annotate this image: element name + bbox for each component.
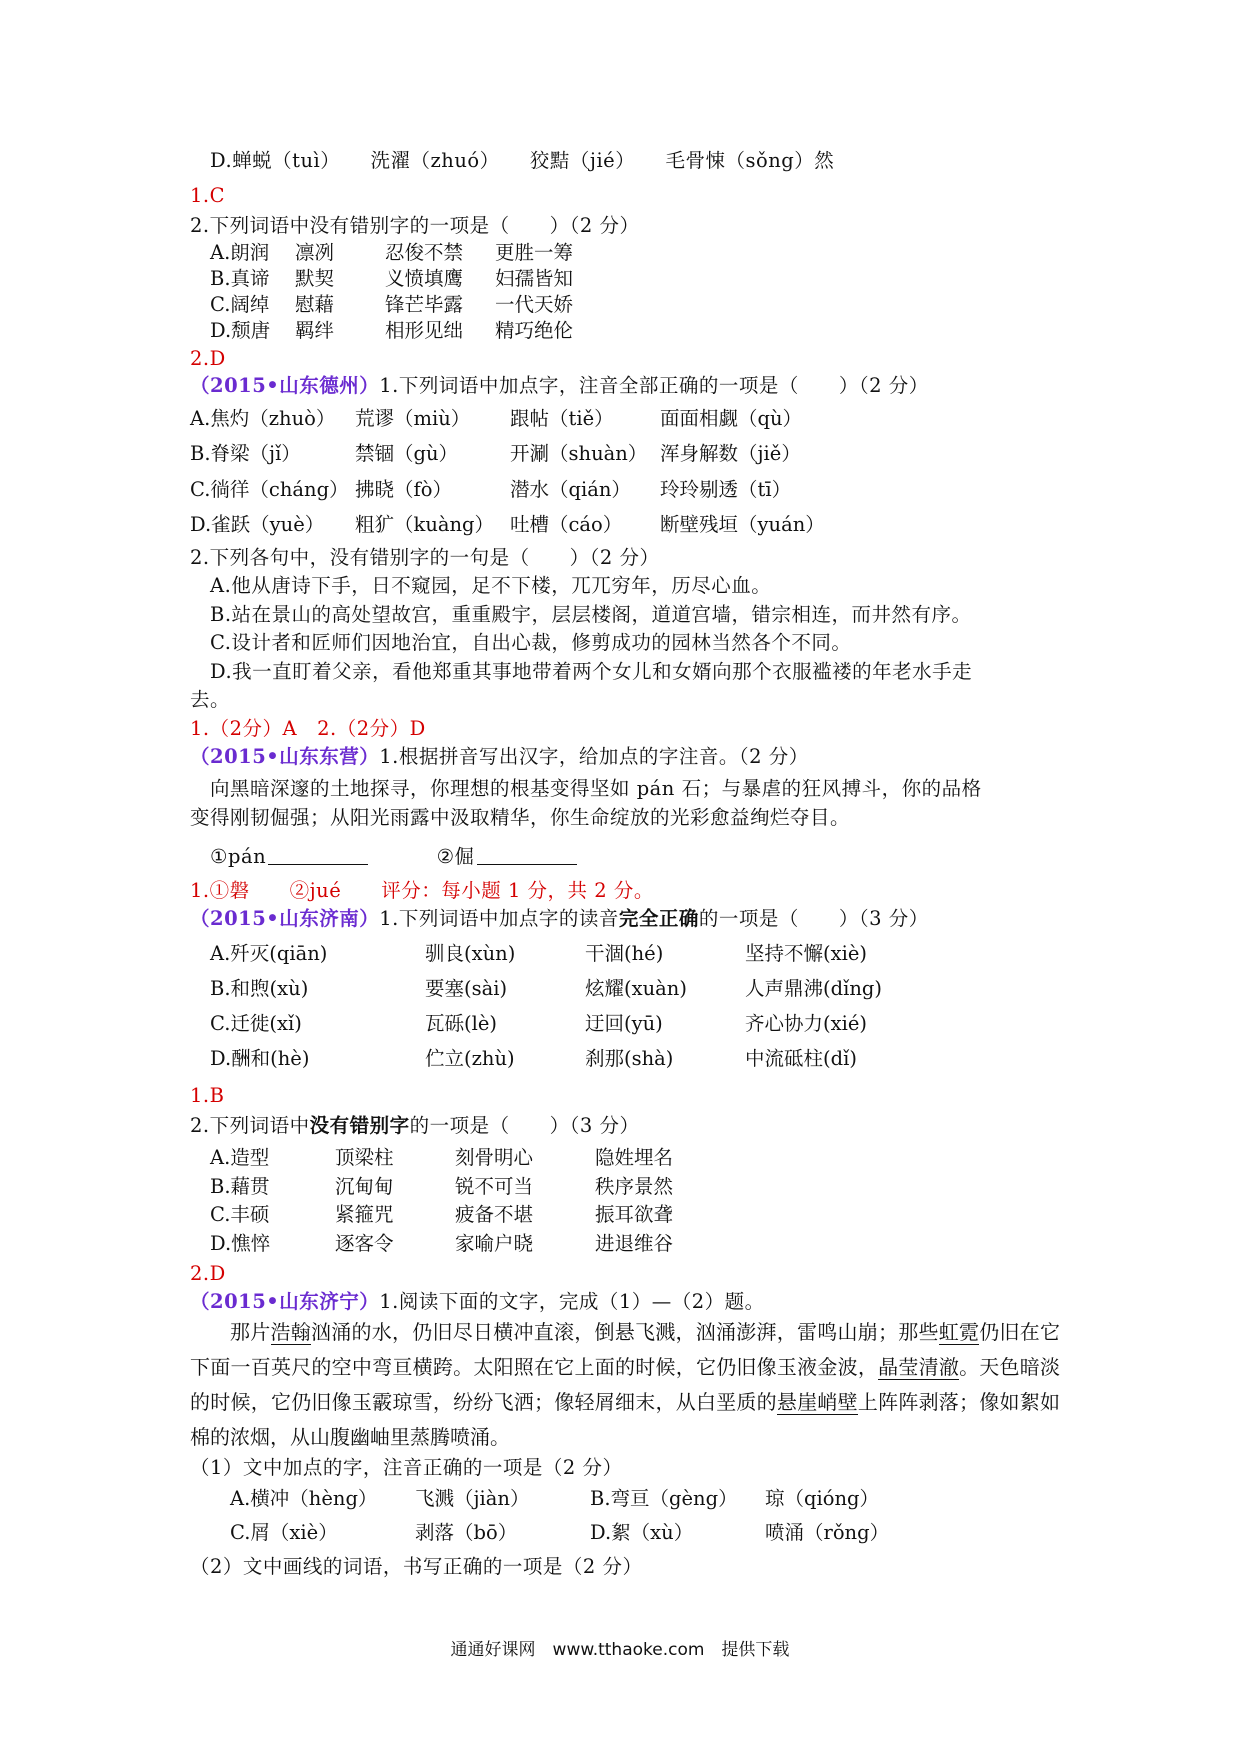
question-stem: （2015•山东济宁）1.阅读下面的文字，完成（1）—（2）题。: [190, 1290, 765, 1313]
sub-question: （1）文中加点的字，注音正确的一项是（2 分）: [190, 1456, 623, 1479]
option-line: A.他从唐诗下手，日不窥园，足不下楼，兀兀穷年，历尽心血。: [210, 574, 772, 597]
page-footer: 通通好课网 www.tthaoke.com 提供下载: [450, 1640, 790, 1660]
option-line: 去。: [190, 688, 231, 711]
answer-line: 1.①磐 ②jué 评分：每小题 1 分，共 2 分。: [190, 879, 654, 902]
answer-blank[interactable]: [477, 846, 577, 865]
question-option-d: D.蝉蜕（tuì） 洗濯（zhuó） 狡黠（jié） 毛骨悚（sǒng）然: [210, 149, 835, 172]
source-label: （2015•山东济宁）: [190, 1290, 380, 1313]
answer-line: 1.B: [190, 1084, 225, 1107]
answer-line: 2.D: [190, 347, 226, 370]
question-stem: （2015•山东东营）1.根据拼音写出汉字，给加点的字注音。（2 分）: [190, 745, 809, 768]
reading-passage: 那片浩翰汹涌的水，仍旧尽日横冲直滚，倒悬飞溅，汹涌澎湃，雷鸣山崩；那些虹霓仍旧在它下面一百英尺的空中弯亘横跨。太阳照在它上面的时候，它仍旧像玉液金波，晶莹清澈。天色暗淡的时候，它仍旧像玉霰琼雪，纷纷飞洒；像轻屑细末，从白垩质的悬崖峭壁上阵阵剥落；像如絮如棉的浓烟，从山腹幽岫里蒸腾喷涌。: [190, 1320, 1061, 1449]
source-label: （2015•山东德州）: [190, 374, 380, 397]
sub-question: （2）文中画线的词语，书写正确的一项是（2 分）: [190, 1555, 643, 1578]
passage-line: 向黑暗深邃的土地探寻，你理想的根基变得坚如 pán 石；与暴虐的狂风搏斗，你的品格: [210, 777, 982, 800]
option-line: C.设计者和匠师们因地治宜，自出心裁，修剪成功的园林当然各个不同。: [210, 631, 852, 654]
source-label: （2015•山东济南）: [190, 907, 380, 930]
question-stem: （2015•山东济南）1.下列词语中加点字的读音完全正确的一项是（ ）（3 分）: [190, 907, 929, 930]
fill-blank-row: ①pán ②倔: [210, 844, 577, 870]
answer-blank[interactable]: [268, 846, 368, 865]
answer-line: 2.D: [190, 1262, 226, 1285]
question-stem: 2.下列词语中没有错别字的一项是（ ）（3 分）: [190, 1114, 640, 1137]
option-line: B.站在景山的高处望故宫，重重殿宇，层层楼阁，道道宫墙，错宗相连，而井然有序。: [210, 603, 972, 626]
passage-line: 变得刚韧倔强；从阳光雨露中汲取精华，你生命绽放的光彩愈益绚烂夺目。: [190, 806, 851, 829]
question-stem: 2.下列各句中，没有错别字的一句是（ ）（2 分）: [190, 546, 660, 569]
answer-line: 1.C: [190, 184, 226, 207]
question-stem: 2.下列词语中没有错别字的一项是（ ）（2 分）: [190, 214, 640, 237]
answer-line: 1.（2分）A 2.（2分）D: [190, 717, 426, 740]
option-line: D.我一直盯着父亲，看他郑重其事地带着两个女儿和女婿向那个衣服褴褛的年老水手走: [210, 660, 973, 683]
question-stem: （2015•山东德州）1.下列词语中加点字，注音全部正确的一项是（ ）（2 分）: [190, 374, 929, 397]
source-label: （2015•山东东营）: [190, 745, 380, 768]
